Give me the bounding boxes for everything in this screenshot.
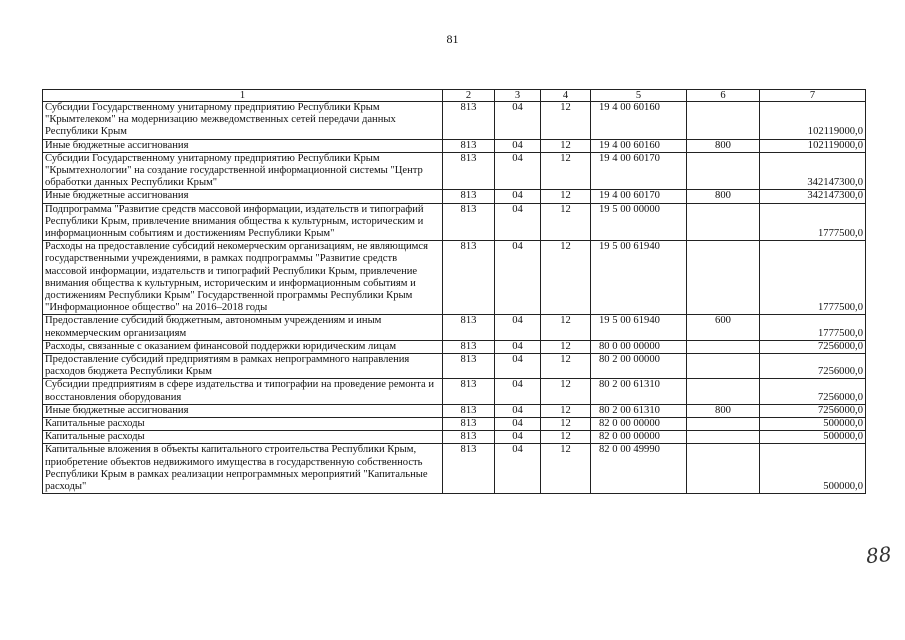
expense-type-code [687,203,760,241]
table-row [43,102,866,140]
expense-type-code [687,102,760,140]
department-code: 813 [443,190,495,203]
table-row [43,241,866,315]
row-description: Субсидии Государственному унитарному предприятию Республики Крым "Крымтехнологии" на создание государственной информационной системы "Центр обработки данных Республики Крым" [43,152,443,190]
amount: 7256000,0 [760,354,866,379]
subsection-code: 12 [541,102,591,140]
row-description: Капитальные расходы [43,431,443,444]
row-description: Предоставление субсидий предприятиям в рамках непрограммного направления расходов бюджета Республики Крым [43,354,443,379]
subsection-code: 12 [541,354,591,379]
table-row [43,354,866,379]
table-row [43,379,866,404]
department-code: 813 [443,404,495,417]
department-code: 813 [443,379,495,404]
target-article-code: 80 0 00 00000 [591,340,687,353]
table-row [43,152,866,190]
subsection-code: 12 [541,431,591,444]
row-description: Капитальные расходы [43,418,443,431]
expense-type-code [687,152,760,190]
subsection-code: 12 [541,418,591,431]
subsection-code: 12 [541,340,591,353]
target-article-code: 80 2 00 61310 [591,379,687,404]
department-code: 813 [443,418,495,431]
amount: 102119000,0 [760,102,866,140]
department-code: 813 [443,315,495,340]
amount: 500000,0 [760,444,866,494]
section-code: 04 [495,190,541,203]
target-article-code: 80 2 00 00000 [591,354,687,379]
table-row [43,404,866,417]
expense-type-code [687,379,760,404]
department-code: 813 [443,431,495,444]
expense-type-code: 800 [687,404,760,417]
section-code: 04 [495,152,541,190]
section-code: 04 [495,418,541,431]
target-article-code: 19 4 00 60160 [591,139,687,152]
header-cell: 2 [443,90,495,102]
section-code: 04 [495,444,541,494]
target-article-code: 80 2 00 61310 [591,404,687,417]
section-code: 04 [495,431,541,444]
table-row [43,418,866,431]
expense-type-code: 800 [687,139,760,152]
department-code: 813 [443,241,495,315]
row-description: Расходы, связанные с оказанием финансовой поддержки юридическим лицам [43,340,443,353]
subsection-code: 12 [541,404,591,417]
department-code: 813 [443,444,495,494]
expense-type-code [687,418,760,431]
row-description: Капитальные вложения в объекты капитального строительства Республики Крым, приобретение объектов недвижимого имущества в государственную собственность Республики Крым в рамках реализации непрограммных мероприятий "Капитальные расходы" [43,444,443,494]
subsection-code: 12 [541,139,591,152]
expense-type-code: 800 [687,190,760,203]
department-code: 813 [443,139,495,152]
target-article-code: 19 5 00 61940 [591,315,687,340]
table-row [43,190,866,203]
amount: 342147300,0 [760,190,866,203]
subsection-code: 12 [541,444,591,494]
expense-type-code [687,241,760,315]
amount: 7256000,0 [760,379,866,404]
target-article-code: 19 4 00 60170 [591,152,687,190]
expense-type-code [687,444,760,494]
table-row [43,444,866,494]
department-code: 813 [443,340,495,353]
amount: 102119000,0 [760,139,866,152]
expense-type-code [687,431,760,444]
page-number: 81 [446,32,459,46]
department-code: 813 [443,354,495,379]
table-header-row [43,90,866,102]
amount: 7256000,0 [760,404,866,417]
header-cell: 5 [591,90,687,102]
subsection-code: 12 [541,241,591,315]
amount: 7256000,0 [760,340,866,353]
target-article-code: 19 5 00 00000 [591,203,687,241]
subsection-code: 12 [541,203,591,241]
amount: 500000,0 [760,431,866,444]
subsection-code: 12 [541,315,591,340]
target-article-code: 19 4 00 60160 [591,102,687,140]
target-article-code: 19 5 00 61940 [591,241,687,315]
row-description: Субсидии предприятиям в сфере издательства и типографии на проведение ремонта и восстановления оборудования [43,379,443,404]
target-article-code: 19 4 00 60170 [591,190,687,203]
subsection-code: 12 [541,379,591,404]
expense-type-code [687,354,760,379]
row-description: Субсидии Государственному унитарному предприятию Республики Крым "Крымтелеком" на модернизацию межведомственных сетей передачи данных Республики Крым [43,102,443,140]
table-row [43,431,866,444]
amount: 500000,0 [760,418,866,431]
section-code: 04 [495,354,541,379]
row-description: Подпрограмма "Развитие средств массовой информации, издательств и типографий Республики Крым, привлечение внимания общества к культурным, историческим и информационным событиям и достижениям Республики Крым" [43,203,443,241]
amount: 1777500,0 [760,241,866,315]
department-code: 813 [443,152,495,190]
subsection-code: 12 [541,190,591,203]
budget-table [42,89,866,494]
table-row [43,203,866,241]
row-description: Иные бюджетные ассигнования [43,190,443,203]
section-code: 04 [495,315,541,340]
section-code: 04 [495,139,541,152]
amount: 1777500,0 [760,315,866,340]
section-code: 04 [495,340,541,353]
target-article-code: 82 0 00 00000 [591,418,687,431]
expense-type-code: 600 [687,315,760,340]
header-cell: 4 [541,90,591,102]
handwritten-page-note: 88 [864,541,893,569]
section-code: 04 [495,404,541,417]
department-code: 813 [443,102,495,140]
subsection-code: 12 [541,152,591,190]
section-code: 04 [495,241,541,315]
header-cell: 6 [687,90,760,102]
amount: 342147300,0 [760,152,866,190]
amount: 1777500,0 [760,203,866,241]
row-description: Иные бюджетные ассигнования [43,404,443,417]
row-description: Иные бюджетные ассигнования [43,139,443,152]
row-description: Предоставление субсидий бюджетным, автономным учреждениям и иным некоммерческим организациям [43,315,443,340]
table-row [43,340,866,353]
header-cell: 3 [495,90,541,102]
department-code: 813 [443,203,495,241]
expense-type-code [687,340,760,353]
section-code: 04 [495,203,541,241]
section-code: 04 [495,379,541,404]
section-code: 04 [495,102,541,140]
target-article-code: 82 0 00 00000 [591,431,687,444]
table-row [43,139,866,152]
row-description: Расходы на предоставление субсидий некомерческим организациям, не являющимся государственными учреждениями, в рамках подпрограммы "Развитие средств массовой информации, издательств и типографий Республики Крым, привлечение внимания общества к культурным, историческим и информационным событиям и достижениям Республики Крым" Государственной программы Республики Крым "Информационное общество" на 2016–2018 годы [43,241,443,315]
table-row [43,315,866,340]
header-cell: 1 [43,90,443,102]
header-cell: 7 [760,90,866,102]
target-article-code: 82 0 00 49990 [591,444,687,494]
